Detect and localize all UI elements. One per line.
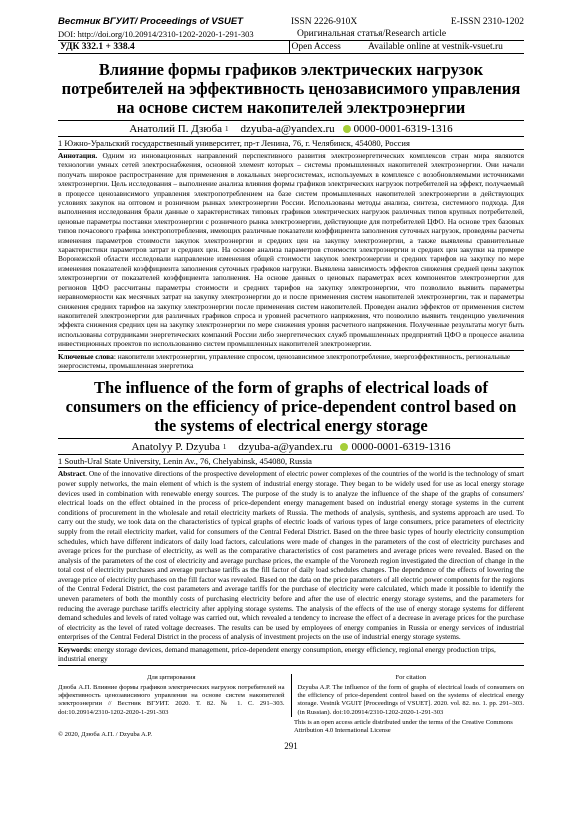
author-line-ru	[58, 120, 524, 135]
citation-block	[58, 674, 524, 717]
udc: УДК 332.1 + 338.4	[60, 42, 135, 52]
keywords-ru	[58, 350, 524, 373]
abstract-text: Одним из инновационных направлений перспективного развития электроэнергетических комплексов стран мира являются технологии умных сетей электроснабжения, основной элемент которых – системы промышленных накопителей электроэнергии. Они начали получать широкое распространение для применения в локальных энергосистемах, используемых в комплексе с возобновляемыми источниками электроэнергии. Цель исследования – выполнение анализа влияния формы графиков электрических нагрузок потребителей на эффект, получаемый в процессе ценозависимого управления электропотреблением на базе систем промышленных накопителей электроэнергии в действующих условиях закупок на оптовом и розничном рынках электроэнергии России. Использованы методы анализа, синтеза, системного подхода. Для выполнения исследования брали данные о характеристиках типовых графиков электрических нагрузок различных типов крупных потребителей, ценовые параметры поставки электроэнергии с розничного рынка электроэнергии, действующие для потребителей ЦФО. На основе трех базовых типов почасового графика электропотребления, имеющих различные показатели коэффициента заполнения суточных нагрузок, проведены расчеты изменения параметров стоимости закупок электроэнергии и средних цен на закупку электроэнергии, а также выявлены сравнительные характеристики параметров затрат и средних цен. На основе анализа параметров стоимости электроэнергии и средних цен закупки на примере Воронежской области исследовали направление изменения общей стоимости закупок электроэнергии и средних тарифов на закупку по мере изменения показателей коэффициента заполнения суточных графиков нагрузки. Выявлена зависимость эффектов снижения средней цены закупок электроэнергии от показателей коэффициента заполнения. На основе данных о ценовых параметрах всех компонентов электроэнергии для регионов ЦФО рассчитаны параметры стоимости и средних тарифов на закупку электроэнергии, что позволило выявить параметры неравномерности как месячных затрат на закупку электроэнергии до и после применения систем накопителей электроэнергии, так и параметры снижения средних тарифов на закупку электроэнергии после применения систем накопителей. Проведен анализ эффектов от применения систем накопителей электроэнергии для различных графиков спроса и уровней расчетного напряжения, что позволило выявить тенденцию увеличения эффекта снижения средних цен на закупку электроэнергии по мере снижения уровня расчетного напряжения. Полученные результаты могут быть использованы сотрудниками энергетических компаний России либо энергетических служб промышленных предприятий ЦФО в процессе анализа инвестиционных проектов по использованию систем промышленных накопителей электроэнергии.	[58, 151, 524, 349]
citation-head-en: For citation	[395, 673, 427, 681]
page-number: 291	[284, 741, 298, 752]
author-sup: 1	[222, 443, 227, 452]
author-name: Anatolyy P. Dzyuba	[131, 441, 220, 454]
header-row-2	[58, 28, 524, 40]
author-email[interactable]: dzyuba-a@yandex.ru	[238, 441, 333, 454]
orcid-icon	[343, 125, 351, 133]
available-online: Available online at vestnik-vsuet.ru	[367, 42, 503, 52]
journal-name: Вестник ВГУИТ/ Proceedings of VSUET	[58, 16, 243, 27]
citation-text-en: Dzyuba A.P. The influence of the form of graphs of electrical loads of consumers on the efficiency of price-dependent control based on the systems of electrical energy storage. Vestnik VGUIT [Proceedings of VSUET]. 2020. vol. 82. no. 1. pp. 291–303. (in Russian). doi:10.20914/2310-1202-2020-1-291-303	[297, 684, 524, 716]
footer-block	[58, 719, 524, 739]
article-page	[58, 16, 524, 751]
keywords-text: : energy storage devices, demand management, price-dependent energy consumption, energy efficiency, regional energy production trips, industrial energy	[58, 645, 496, 664]
author-email[interactable]: dzyuba-a@yandex.ru	[240, 123, 335, 135]
title-en: The influence of the form of graphs of electrical loads of consumers on the efficiency of price-dependent control based on the systems of electrical energy storage	[65, 378, 517, 436]
abstract-ru	[58, 150, 524, 350]
issn: ISSN 2226-910X	[291, 17, 358, 27]
abstract-text: . One of the innovative directions of the prospective development of electric power complexes of the countries of the world is the technology of smart power supply networks, the main element of which is the system of industrial energy storage. They began to be widely used for use as local energy storage devices used in combination with renewable energy sources. The purpose of the study is to analyze the influence of the shape of the graphs of consumers' electrical loads on the effect obtained in the process of price-dependent energy management based on industrial energy storage systems in the current conditions of procurement in the wholesale and retail electricity markets of Russia. The methods of analysis, synthesis, and systems approach are used. To carry out the study, we took data on the characteristics of typical graphs of electric loads of various types of large consumers, price parameters of electricity supply from the retail electricity market, valid for consumers of the Central Federal District. Based on the three basic types of hourly electricity consumption schedules, which have different indicators of daily load factors, calculations were made of changes in the parameters of the cost of electricity purchases and average prices for the purchase of electricity, as well as the comparative characteristics of cost parameters and average prices were revealed. Based on the analysis of the parameters of the cost of electricity and average purchase prices, the example of the Voronezh region investigated the direction of change in the total cost of electricity purchases and average purchase tariffs as the fill factor of daily load schedules changes. The dependence of the effects of lowering the average price of electricity purchases on the fill factor was revealed. Based on the data on the price parameters of all electric power components for the regions of the Central Federal District, the cost parameters and average tariffs for the purchase of electricity were calculated, which made it possible to identify the uneven parameters of both the monthly costs of purchasing electricity before and after the use of electric energy storage systems, and the parameters for reducing the average purchase tariffs electricity after applying storage systems. The analysis of the effects of the use of energy storage systems for different demand schedules and levels of rated voltage was carried out, which revealed a tendency to increase the effect of a decrease in average prices for the purchase of electricity as the level of rated voltage decreases. The results can be used by employees of energy companies in Russia or energy services of industrial enterprises of the Central Federal District in the process of analysis of investment projects on the use of industrial energy storage systems.	[58, 469, 524, 642]
open-access: Open Access	[289, 41, 366, 53]
header-row-1	[58, 16, 524, 28]
license-text[interactable]: This is an open access article distributed under the terms of the Creative Commons Attribution 4.0 International License	[294, 718, 513, 735]
keywords-text: : накопители электроэнергии, управление спросом, ценозависимое электропотребление, энергоэффективность, региональные энергосистемы, промышленная энергетика	[58, 351, 511, 370]
author-sup: 1	[225, 125, 229, 133]
copyright: © 2020, Дзюба А.П. / Dzyuba A.P.	[58, 730, 152, 738]
affiliation-ru: 1 Южно-Уральский государственный университет, пр-т Ленина, 76, г. Челябинск, 454080, Россия	[58, 136, 524, 150]
keywords-label: Ключевые слова	[58, 351, 114, 361]
article-type: Оригинальная статья/Research article	[297, 29, 447, 39]
author-name: Анатолий П. Дзюба	[129, 123, 223, 135]
affiliation-en: 1 South-Ural State University, Lenin Av., 76, Chelyabinsk, 454080, Russia	[58, 454, 524, 468]
title-ru: Влияние формы графиков электрических нагрузок потребителей на эффективность ценозависимого управления на основе систем накопителей электроэнергии	[61, 60, 521, 117]
abstract-label: Аннотация.	[58, 151, 98, 160]
doi: DOI: http://doi.org/10.20914/2310-1202-2020-1-291-303	[58, 29, 254, 39]
orcid-id[interactable]: 0000-0001-6319-1316	[353, 123, 453, 135]
author-line-en	[58, 438, 524, 453]
citation-text-ru: Дзюба А.П. Влияние формы графиков электрических нагрузок потребителей на эффективность ценозависимого управления на основе систем накопителей электроэнергии // Вестник ВГУИТ. 2020. Т. 82. № 1. С. 291–303. doi:10.20914/2310-1202-2020-1-291-303	[58, 684, 285, 716]
abstract-label: Abstract	[58, 469, 86, 479]
header-row-3	[58, 40, 524, 54]
orcid-icon	[340, 443, 348, 451]
abstract-en	[58, 468, 524, 643]
eissn: E-ISSN 2310-1202	[450, 17, 524, 27]
orcid-id[interactable]: 0000-0001-6319-1316	[351, 441, 451, 454]
keywords-label: Keywords	[58, 645, 91, 655]
citation-head-ru: Для цитирования	[146, 673, 196, 681]
keywords-en	[58, 643, 524, 666]
